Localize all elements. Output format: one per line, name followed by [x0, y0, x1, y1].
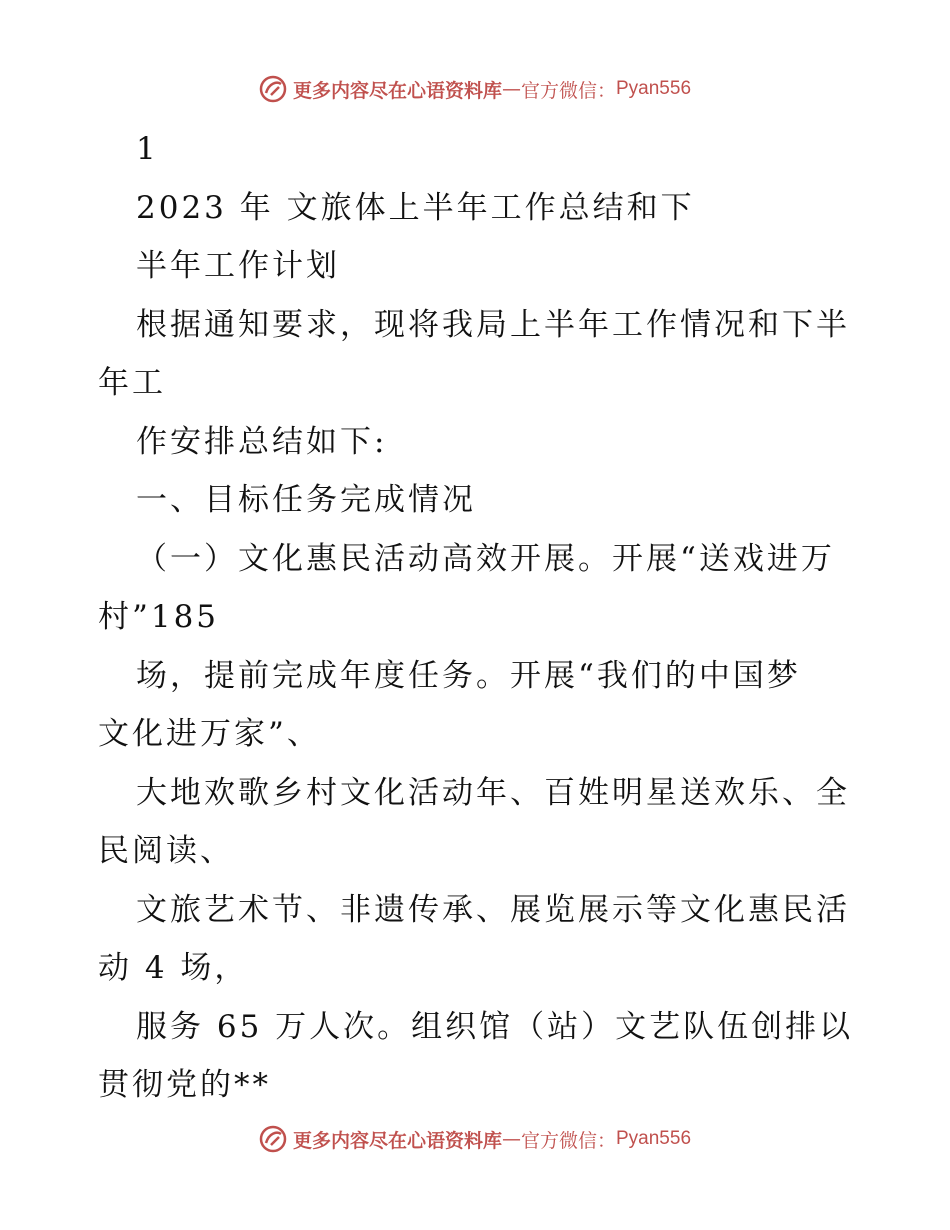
doc-line: （一）文化惠民活动高效开展。开展“送戏进万	[136, 540, 835, 577]
doc-line: 场，提前完成年度任务。开展“我们的中国梦	[136, 657, 801, 694]
doc-line: 贯彻党的**	[98, 1067, 271, 1103]
doc-line: 动 4 场，	[98, 950, 249, 986]
doc-line: 服务 65 万人次。组织馆（站）文艺队伍创排以	[136, 1008, 854, 1045]
doc-line: 作安排总结如下:	[136, 423, 388, 460]
watermark-wechat-label: 官方微信：	[520, 79, 616, 102]
doc-line: 文旅艺术节、非遗传承、展览展示等文化惠民活	[136, 891, 850, 928]
watermark-text: 更多内容尽在心语资料库	[292, 1129, 502, 1152]
doc-line: 大地欢歌乡村文化活动年、百姓明星送欢乐、全	[136, 774, 850, 811]
doc-line: 年工	[98, 365, 166, 401]
watermark-wechat-label: 官方微信：	[520, 1129, 616, 1152]
footer-watermark	[0, 1122, 950, 1156]
doc-title-line-1: 2023 年 文旅体上半年工作总结和下	[136, 189, 695, 226]
document-body	[98, 120, 858, 1115]
doc-line: 根据通知要求，现将我局上半年工作情况和下半	[136, 306, 850, 343]
watermark-text: 更多内容尽在心语资料库	[292, 79, 502, 102]
doc-line: 1	[136, 131, 159, 167]
watermark-wechat-id: Pyan556	[616, 78, 692, 99]
doc-line: 村”185	[98, 599, 220, 635]
brand-logo-icon	[259, 1125, 287, 1153]
watermark-separator: —	[501, 1128, 521, 1150]
watermark-separator: —	[501, 78, 521, 100]
doc-title-line-2: 半年工作计划	[136, 248, 340, 284]
header-watermark	[0, 72, 950, 106]
doc-line: 民阅读、	[98, 833, 234, 869]
section-heading: 一、目标任务完成情况	[136, 482, 476, 518]
brand-logo-icon	[259, 75, 287, 103]
watermark-wechat-id: Pyan556	[616, 1128, 692, 1149]
doc-line: 文化进万家”、	[98, 716, 321, 752]
